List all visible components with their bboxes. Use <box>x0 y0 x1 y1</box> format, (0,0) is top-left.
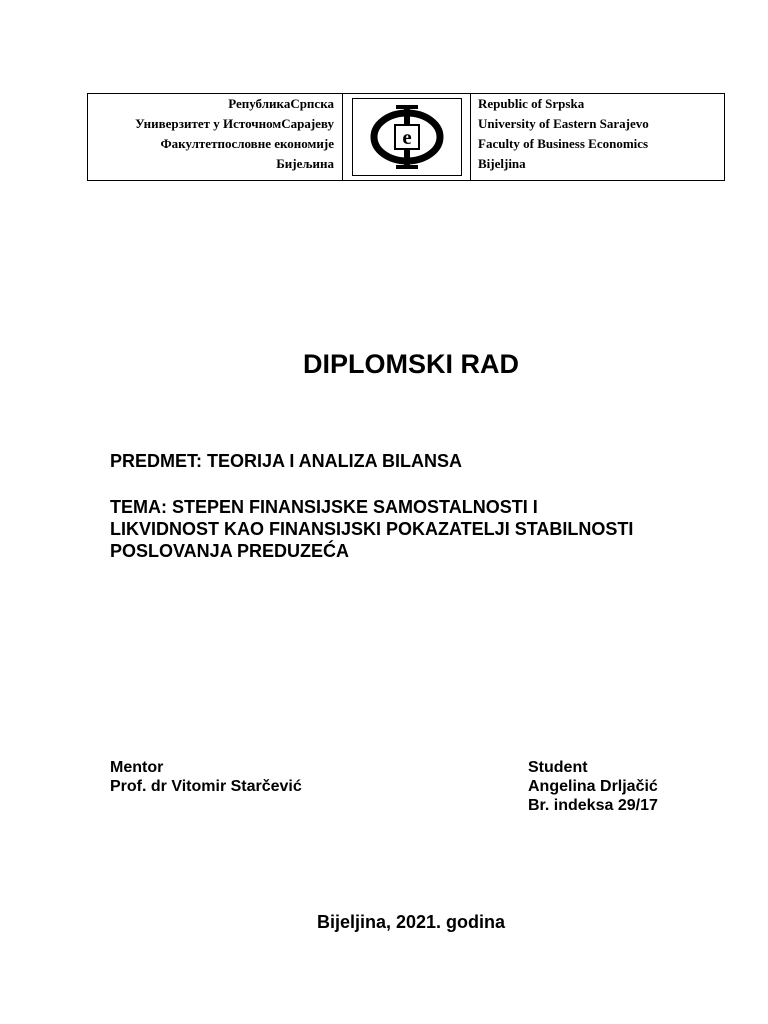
faculty-emblem-icon <box>369 101 445 173</box>
header-cyrillic-block <box>88 94 343 180</box>
header-left-line: Факултетпословне економије <box>160 136 334 151</box>
theme-block <box>110 496 750 562</box>
mentor-name: Prof. dr Vitomir Starčević <box>110 778 302 795</box>
document-title: DIPLOMSKI RAD <box>303 349 519 379</box>
logo-frame <box>352 98 462 176</box>
svg-text:e: e <box>401 125 412 149</box>
header-latin-block <box>471 94 724 180</box>
header-table <box>87 93 725 181</box>
header-logo-cell <box>343 94 471 180</box>
student-label: Student <box>528 759 588 776</box>
header-right-line: Republic of Srpska <box>478 96 585 111</box>
header-left-line: Универзитет у ИсточномСарајеву <box>135 116 334 131</box>
student-block <box>528 758 658 815</box>
mentor-block <box>110 758 302 796</box>
student-name: Angelina Drljačić <box>528 778 658 795</box>
header-right-line: University of Eastern Sarajevo <box>478 116 649 131</box>
header-right-line: Faculty of Business Economics <box>478 136 649 151</box>
header-left-line: Бијељина <box>276 156 334 171</box>
header-left-line: РепубликаСрпска <box>228 96 334 111</box>
student-index: Br. indeksa 29/17 <box>528 797 658 814</box>
theme-line: LIKVIDNOST KAO FINANSIJSKI POKAZATELJI STABILNOSTI <box>110 519 634 539</box>
place-date-footer: Bijeljina, 2021. godina <box>316 912 506 932</box>
theme-line: POSLOVANJA PREDUZEĆA <box>110 541 350 561</box>
theme-line: TEMA: STEPEN FINANSIJSKE SAMOSTALNOSTI I <box>110 497 538 517</box>
subject-line: PREDMET: TEORIJA I ANALIZA BILANSA <box>110 451 463 471</box>
mentor-label: Mentor <box>110 759 164 776</box>
header-right-line: Bijeljina <box>478 156 526 171</box>
